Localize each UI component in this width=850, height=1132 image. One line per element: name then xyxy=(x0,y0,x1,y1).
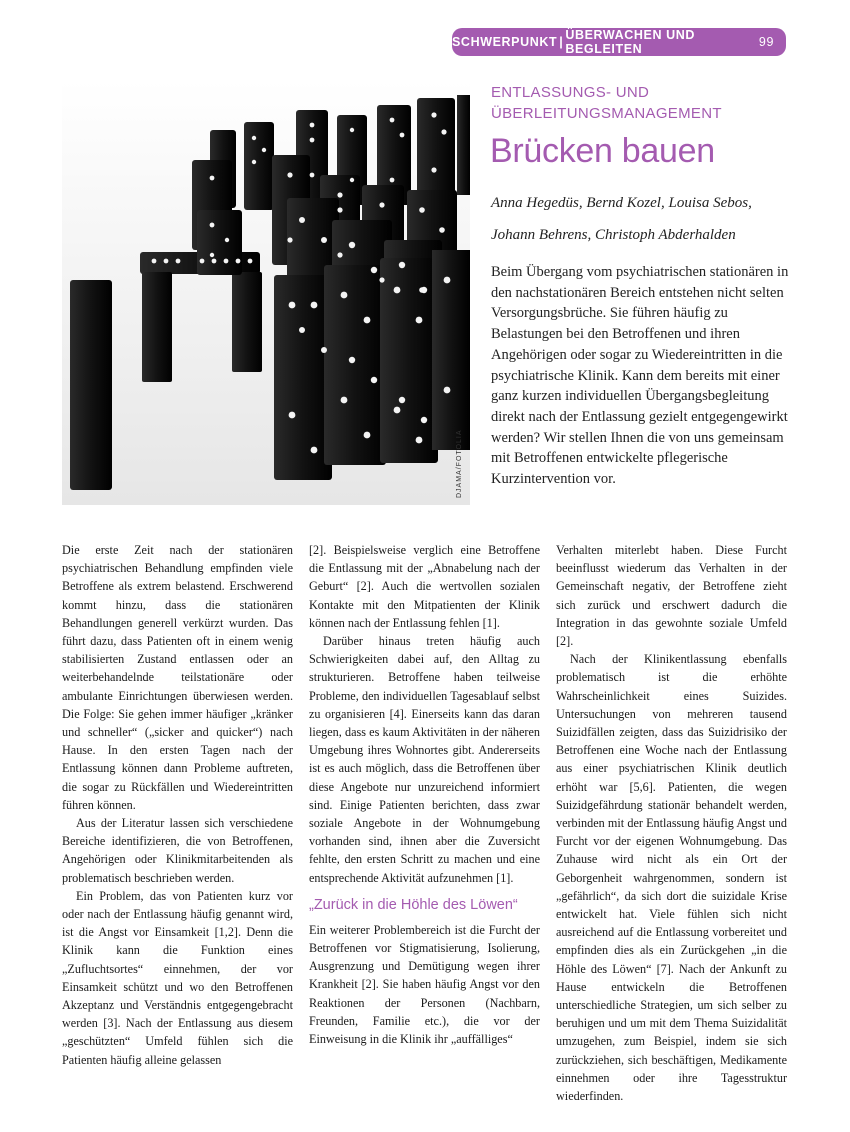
section-separator: | xyxy=(559,35,564,49)
article-authors xyxy=(491,187,791,251)
body-paragraph: Ein weiterer Problembereich ist die Furcht der Betroffenen vor Stigmatisierung, Isolierung, Ausgrenzung und Demütigung wegen ihrer Krankheit [2]. Sie haben häufig Angst vor den Reaktionen der Personen (Nachbarn, Freunden, Familie etc.), die vor der Einweisung in die Klinik ihr „auffälliges“ xyxy=(309,922,540,1047)
body-paragraph: [2]. Beispielsweise verglich eine Betroffene die Entlassung mit der „Abnabelung nach der Geburt“ [2]. Auch die wertvollen sozialen Kontakte mit den Mitpatienten der Klinik können nach der Entlassung fehlen [1]. xyxy=(309,543,540,630)
authors-line-2: Johann Behrens, Christoph Abderhalden xyxy=(491,227,736,243)
section-header-tab xyxy=(452,28,786,56)
body-paragraph: Ein Problem, das von Patienten kurz vor oder nach der Entlassung häufig genannt wird, ist die Angst vor Einsamkeit [1,2]. Denn die Klinik kann die Funktion eines „Zufluchtsortes“ einnehmen, der vor Einsamkeit schützt und wo den Betroffenen Akzeptanz und Verständnis entgegengebracht werden [3]. Nach der Entlassung aus diesem „geschützten“ Umfeld fühlen sich die Patienten häufig alleine gelassen xyxy=(62,888,293,1067)
body-column-1 xyxy=(62,541,293,1069)
section-label: SCHWERPUNKT xyxy=(452,35,558,49)
article-title: Brücken bauen xyxy=(490,132,715,170)
body-column-2 xyxy=(309,541,540,1048)
topic-label: ÜBERWACHEN UND BEGLEITEN xyxy=(565,28,696,56)
body-column-3 xyxy=(556,541,787,1105)
kicker-line-2: ÜBERLEITUNGSMANAGEMENT xyxy=(491,105,722,122)
article-lead: Beim Übergang vom psychiatrischen stationären in den nachstationären Bereich entstehen nicht selten Versorgungsbrüche. Sie führen häufig zu Belastungen bei den Betroffenen und ihren Angehörigen oder sogar zu Wiedereintritten in die psychiatrische Klinik. Kann dem bereits mit einer ganz kurzen individuellen Übergangsbegleitung direkt nach der Entlassung gezielt entgegengewirkt werden? Wir stellen Ihnen die von uns gemeinsam mit Betroffenen entwickelte pflegerische Kurzintervention vor. xyxy=(491,264,789,488)
body-paragraph: Verhalten miterlebt haben. Diese Furcht beeinflusst wiederum das Verhalten in der Gemeinschaft negativ, der Betroffene zieht sich zurück und erschwert dadurch die Integration in das gewohnte soziale Umfeld [2]. xyxy=(556,543,787,649)
body-paragraph: Darüber hinaus treten häufig auch Schwierigkeiten dabei auf, den Alltag zu strukturieren. Betroffene haben teilweise Probleme, den individuellen Tagesablauf selbst zu organisieren [4]. Einerseits kann das daran liegen, dass es kaum Aktivitäten in der näheren Umgebung ihres Wohnortes gibt. Andererseits ist es auch möglich, dass die Betroffenen über diese Angebote nur unzureichend informiert sind. Einige Patienten berichten, dass zwar soziale Angebote in der Wohnumgebung vorhanden sind, ihnen aber die Zuversicht fehlte, den ersten Schritt zu machen und eine entsprechende Aktivität aufzunehmen [1]. xyxy=(309,634,540,885)
kicker-line-1: ENTLASSUNGS- UND xyxy=(491,84,650,101)
page-number: 99 xyxy=(758,35,774,49)
body-paragraph: Aus der Literatur lassen sich verschiedene Bereiche identifizieren, die von Betroffenen, Angehörigen oder Klinikmitarbeitenden als problematisch beschrieben werden. xyxy=(62,816,293,885)
section-subheading: „Zurück in die Höhle des Löwen“ xyxy=(309,896,518,913)
body-paragraph: Nach der Klinikentlassung ebenfalls problematisch ist die erhöhte Wahrscheinlichkeit eines Suizides. Untersuchungen von mehreren tausend Suizidfällen zeigten, dass das Suizidrisiko der Betroffenen eine Woche nach der Entlassung aus einer psychiatrischen Klinik deutlich erhöht war [5,6]. Patienten, die wegen Suizidgefährdung stationär behandelt werden, verbinden mit der Entlassung häufig Angst und Furcht vor der eigenen Wohnumgebung. Das Zuhause wird nicht als ein Ort der Geborgenheit wahrgenommen, sondern ist „gefährlich“, da sich dort die suizidale Krise entwickelt hat. Viele fühlen sich nicht ausreichend auf die Entlassung vorbereitet und empfinden dies als ein Zurückgehen „in die Höhle des Löwen“ [7]. Nach der Ankunft zu Hause entwickeln die Betroffenen unterschiedliche Strategien, um sich selber zu beruhigen und um mit dem Thema Suizidalität umzugehen, zum Beispiel, indem sie sich zurückziehen, sich beschäftigen, Medikamente einnehmen oder ihre Tagesstruktur wiederfinden. xyxy=(556,652,787,1104)
dominoes-image xyxy=(62,80,470,505)
authors-line-1: Anna Hegedüs, Bernd Kozel, Louisa Sebos, xyxy=(491,195,752,211)
dominoes-illustration xyxy=(62,80,470,505)
article-kicker xyxy=(491,82,791,124)
body-paragraph: Die erste Zeit nach der stationären psychiatrischen Behandlung empfinden viele Betroffene als extrem belastend. Erschwerend kommt hinzu, dass die stationären Behandlungen generell verkürzt wurden. Das führt dazu, dass Patienten oft in einem wenig stabilisierten Zustand entlassen oder an weiterbehandelnde teilstationäre oder ambulante Einrichtungen überwiesen werden. Die Folge: Sie gehen immer häufiger „kränker und schneller“ („sicker and quicker“) nach Hause. In den ersten Tagen nach der Entlassung können dann Probleme auftreten, die sogar zu Rückfällen und Wiedereintritten führen können. xyxy=(62,543,293,812)
photo-credit: DJAMA/FOTOLIA xyxy=(456,429,463,498)
